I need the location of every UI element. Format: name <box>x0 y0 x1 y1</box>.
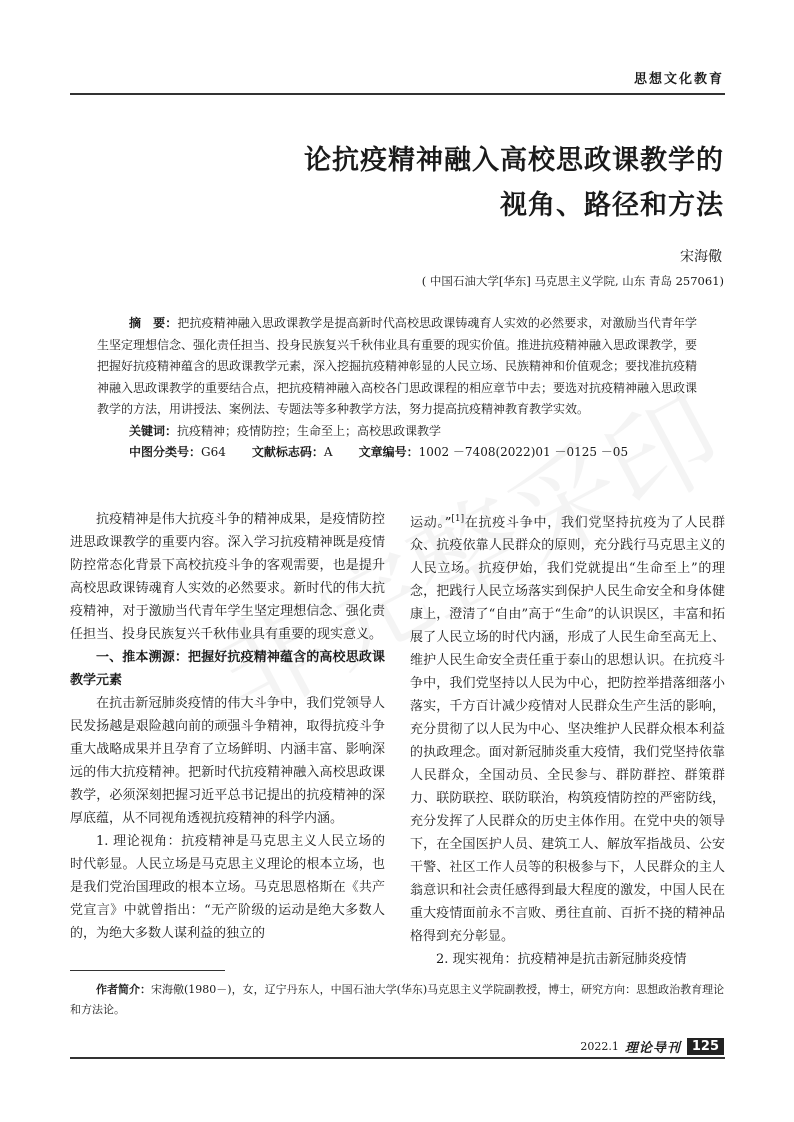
body-paragraph: 在抗击新冠肺炎疫情的伟大斗争中，我们党领导人民发扬越是艰险越向前的顽强斗争精神，取得抗疫斗争重大战略成果并且孕育了立场鲜明、内涵丰富、影响深远的伟大抗疫精神。把新时代抗疫精神融入高校思政课教学，必须深刻把握习近平总书记提出的抗疫精神的深厚底蕴，从不同视角透视抗疫精神的科学内涵。 <box>70 696 385 826</box>
title-line-1: 论抗疫精神融入高校思政课教学的 <box>304 145 724 176</box>
keywords-text: 抗疫精神；疫情防控；生命至上；高校思政课教学 <box>177 423 442 438</box>
doc-code-label: 文献标志码： <box>251 445 324 459</box>
page-footer <box>580 1037 724 1056</box>
abstract-text: 把抗疫精神融入思政课教学是提高新时代高校思政课铸魂育人实效的必然要求，对激励当代青年学生坚定理想信念、强化责任担当、投身民族复兴千秋伟业具有重要的现实价值。推进抗疫精神融入思政课教学，要把握好抗疫精神蕴含的思政课教学元素，深入挖掘抗疫精神彰显的人民立场、民族精神和价值观念；要找准抗疫精神融入思政课教学的重要结合点，把抗疫精神融入高校各门思政课程的相应章节中去；要选对抗疫精神融入思政课教学的方法，用讲授法、案例法、专题法等多种教学方法，努力提高抗疫精神教育教学实效。 <box>97 316 698 416</box>
article-title <box>304 138 724 228</box>
abstract-label: 摘 要： <box>129 316 178 330</box>
footer-rule <box>70 1057 725 1059</box>
header-rule <box>70 93 725 95</box>
body-column-left <box>70 508 385 945</box>
subheading-1: 1. 理论视角：抗疫精神是马克思主义人民立场的时代彰显。 <box>70 834 385 872</box>
subheading-2: 2. 现实视角：抗疫精神是抗击新冠肺炎疫情 <box>436 952 687 968</box>
body-text: 运动。” <box>410 515 452 531</box>
section-tag: 思想文化教育 <box>633 72 724 87</box>
abstract <box>97 313 697 421</box>
author-affiliation: ( 中国石油大学[华东] 马克思主义学院, 山东 青岛 257061) <box>421 274 724 288</box>
body-paragraph: 抗疫精神是伟大抗疫斗争的精神成果，是疫情防控进思政课教学的重要内容。深入学习抗疫精神既是疫情防控常态化背景下高校抗疫斗争的客观需要，也是提升高校思政课铸魂育人实效的必然要求。新时代的伟大抗疫精神，对于激励当代青年学生坚定理想信念、强化责任担当、投身民族复兴千秋伟业具有重要的现实意义。 <box>70 512 385 642</box>
author-bio-footnote <box>70 980 725 1020</box>
footnote-text: 宋海儆(1980－)，女，辽宁丹东人，中国石油大学(华东)马克思主义学院副教授，博士，研究方向：思想政治教育理论和方法论。 <box>70 983 725 1016</box>
title-line-2: 视角、路径和方法 <box>500 190 724 221</box>
author-name: 宋海儆 <box>680 249 722 265</box>
body-text: 人民立场是马克思主义理论的根本立场，也是我们党治国理政的根本立场。马克思恩格斯在《共产党宣言》中就曾指出：“无产阶级的运动是绝大多数人的，为绝大多数人谋利益的独立的 <box>70 857 385 941</box>
body-column-right <box>410 508 725 971</box>
clc-label: 中图分类号： <box>129 445 202 459</box>
doc-code-value: A <box>323 445 333 459</box>
article-number-value: 1002 －7408(2022)01 －0125 －05 <box>418 445 629 459</box>
footnote-rule <box>70 970 225 971</box>
footnote-label: 作者简介： <box>96 983 151 996</box>
journal-name: 理论导刊 <box>624 1041 681 1056</box>
issue-number: 2022.1 <box>580 1040 619 1053</box>
abstract-block <box>97 313 697 464</box>
body-paragraph <box>410 508 725 948</box>
classification-line <box>97 442 697 464</box>
page-number: 125 <box>687 1038 724 1055</box>
clc-value: G64 <box>201 445 226 459</box>
body-text: 在抗疫斗争中，我们党坚持抗疫为了人民群众、抗疫依靠人民群众的原则，充分践行马克思主义的人民立场。抗疫伊始，我们党就提出“生命至上”的理念，把践行人民立场落实到保护人民生命安全和身体健康上，澄清了“自由”高于“生命”的认识误区，丰富和拓展了人民立场的时代内涵，形成了人民生命至高无上、维护人民生命安全责任重于泰山的思想认识。在抗疫斗争中，我们党坚持以人民为中心，把防控举措落细落小落实，千方百计减少疫情对人民群众生产生活的影响，充分贯彻了以人民为中心、坚决维护人民群众根本利益的执政理念。面对新冠肺炎重大疫情，我们党坚持依靠人民群众，全国动员、全民参与、群防群控、群策群力、联防联控、联防联治，构筑疫情防控的严密防线，充分发挥了人民群众的历史主体作用。在党中央的领导下，在全国医护人员、建筑工人、解放军指战员、公安干警、社区工作人员等的积极参与下，人民群众的主人翁意识和社会责任感得到最大程度的激发，中国人民在重大疫情面前永不言败、勇往直前、百折不挠的精神品格得到充分彰显。 <box>410 515 725 945</box>
article-number-label: 文章编号： <box>358 445 419 459</box>
section-heading-1: 一、推本溯源：把握好抗疫精神蕴含的高校思政课教学元素 <box>70 650 385 688</box>
keywords <box>97 421 697 443</box>
keywords-label: 关键词： <box>129 423 178 438</box>
body-paragraph <box>70 830 385 945</box>
citation-ref[interactable]: [1] <box>451 514 465 524</box>
